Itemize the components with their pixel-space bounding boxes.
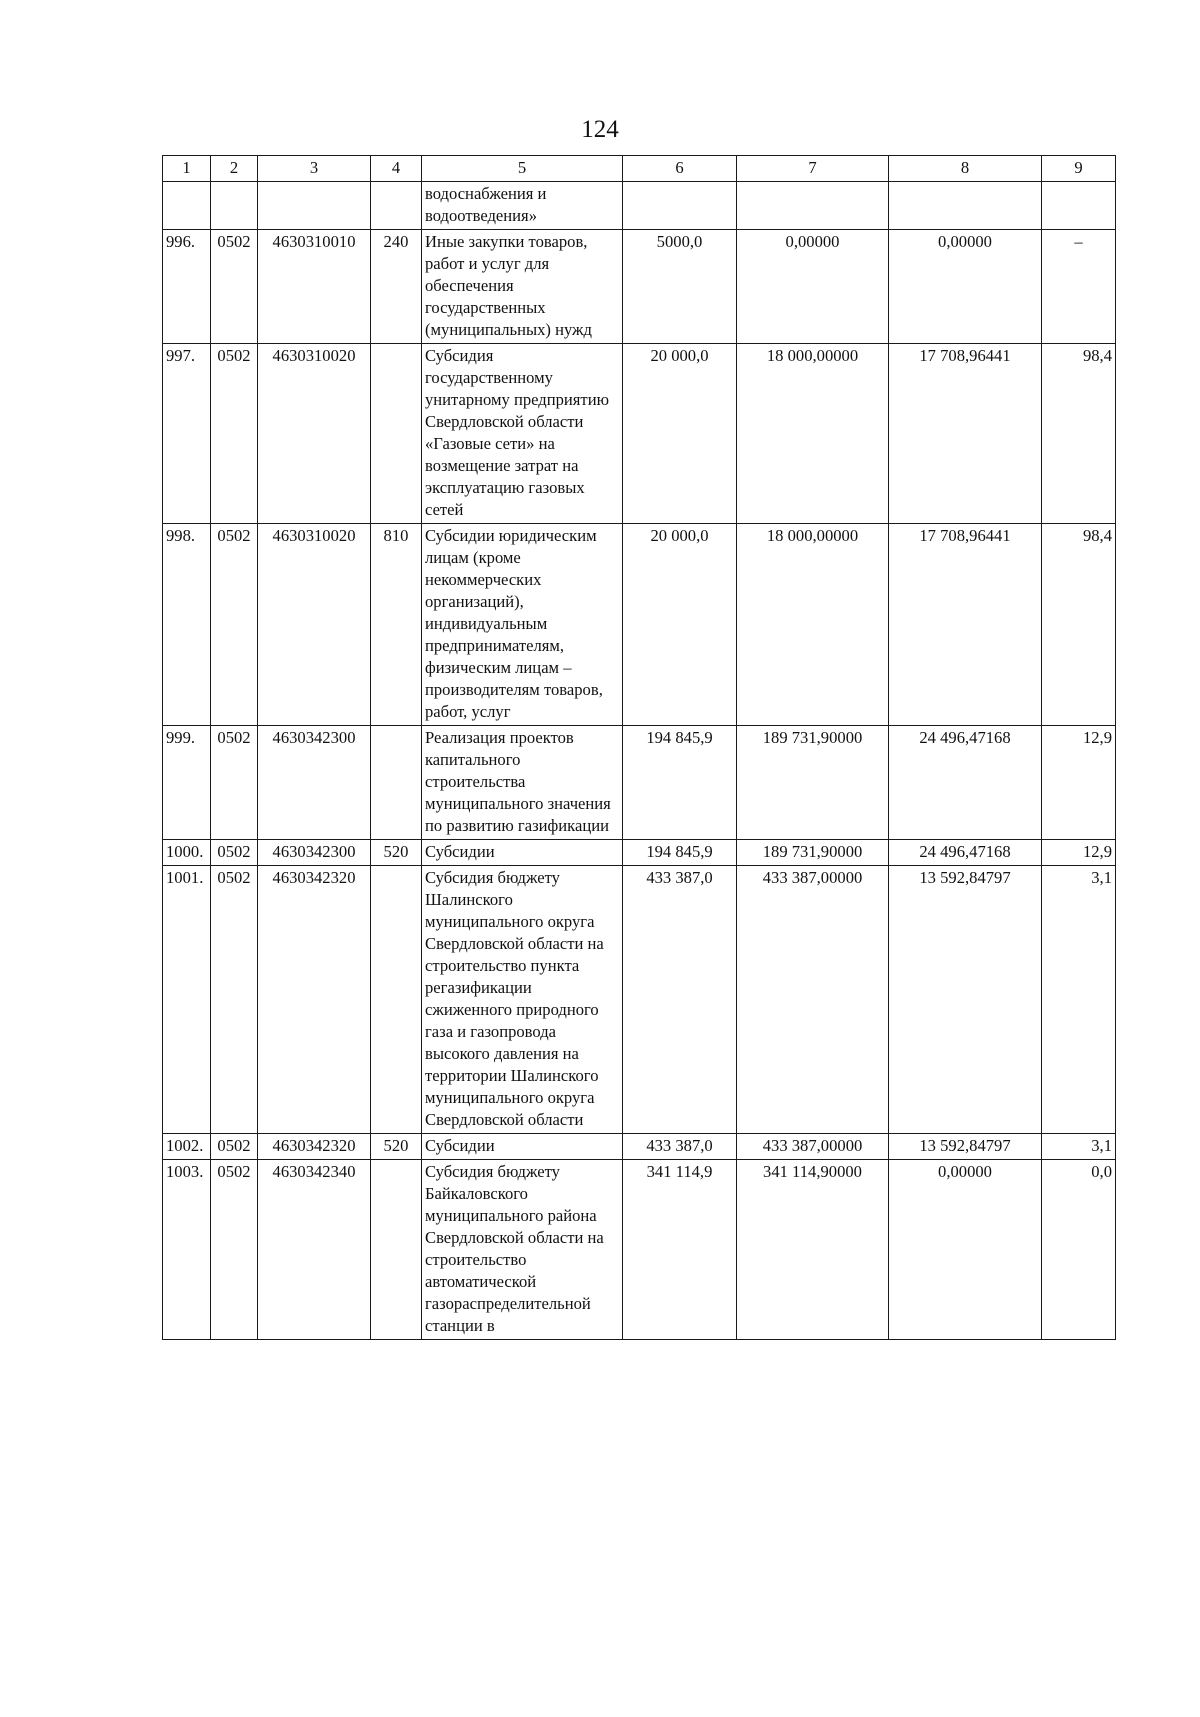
table-row — [163, 840, 1116, 866]
row-number: 997. — [163, 344, 211, 524]
expense-type-code — [371, 726, 422, 840]
expense-type-code — [371, 866, 422, 1134]
value-col-9: 98,4 — [1042, 524, 1116, 726]
item-name: Реализация проектов капитального строительства муниципального значения по развитию газификации — [422, 726, 623, 840]
value-col-8: 24 496,47168 — [889, 726, 1042, 840]
expense-type-code: 810 — [371, 524, 422, 726]
value-col-7: 18 000,00000 — [737, 524, 889, 726]
table-row — [163, 524, 1116, 726]
page-number: 124 — [581, 116, 619, 143]
item-name: Субсидии юридическим лицам (кроме некоммерческих организаций), индивидуальным предпринимателям, физическим лицам – производителям товаров, работ, услуг — [422, 524, 623, 726]
row-number: 998. — [163, 524, 211, 726]
value-col-7: 18 000,00000 — [737, 344, 889, 524]
value-col-6: 20 000,0 — [623, 344, 737, 524]
item-name: Субсидия бюджету Шалинского муниципального округа Свердловской области на строительство пункта регазификации сжиженного природного газа и газопровода высокого давления на территории Шалинского муниципального округа Свердловской области — [422, 866, 623, 1134]
table-row — [163, 1160, 1116, 1340]
value-col-9: 3,1 — [1042, 1134, 1116, 1160]
item-name: Иные закупки товаров, работ и услуг для обеспечения государственных (муниципальных) нужд — [422, 230, 623, 344]
row-number: 999. — [163, 726, 211, 840]
value-col-9 — [1042, 182, 1116, 230]
item-name: Субсидии — [422, 1134, 623, 1160]
value-col-8: 13 592,84797 — [889, 866, 1042, 1134]
value-col-6: 433 387,0 — [623, 866, 737, 1134]
header-row — [163, 156, 1116, 182]
row-number: 996. — [163, 230, 211, 344]
header-cell: 5 — [422, 156, 623, 182]
row-number: 1002. — [163, 1134, 211, 1160]
value-col-6: 433 387,0 — [623, 1134, 737, 1160]
value-col-9: 98,4 — [1042, 344, 1116, 524]
value-col-7: 0,00000 — [737, 230, 889, 344]
value-col-6: 5000,0 — [623, 230, 737, 344]
item-name: Субсидия государственному унитарному предприятию Свердловской области «Газовые сети» на возмещение затрат на эксплуатацию газовых сетей — [422, 344, 623, 524]
row-number — [163, 182, 211, 230]
expense-type-code: 520 — [371, 1134, 422, 1160]
section-code: 0502 — [211, 1160, 258, 1340]
value-col-7: 189 731,90000 — [737, 726, 889, 840]
header-cell: 3 — [258, 156, 371, 182]
section-code: 0502 — [211, 866, 258, 1134]
value-col-8: 17 708,96441 — [889, 524, 1042, 726]
target-article-code: 4630342340 — [258, 1160, 371, 1340]
value-col-7: 433 387,00000 — [737, 1134, 889, 1160]
value-col-8: 13 592,84797 — [889, 1134, 1042, 1160]
value-col-9: 0,0 — [1042, 1160, 1116, 1340]
table-row — [163, 182, 1116, 230]
value-col-8: 0,00000 — [889, 1160, 1042, 1340]
expense-type-code: 240 — [371, 230, 422, 344]
target-article-code: 4630342320 — [258, 866, 371, 1134]
table-row — [163, 230, 1116, 344]
row-number: 1001. — [163, 866, 211, 1134]
target-article-code: 4630342320 — [258, 1134, 371, 1160]
value-col-6: 341 114,9 — [623, 1160, 737, 1340]
value-col-8: 24 496,47168 — [889, 840, 1042, 866]
row-number: 1003. — [163, 1160, 211, 1340]
value-col-9: 3,1 — [1042, 866, 1116, 1134]
section-code: 0502 — [211, 344, 258, 524]
target-article-code: 4630310010 — [258, 230, 371, 344]
section-code: 0502 — [211, 230, 258, 344]
section-code: 0502 — [211, 840, 258, 866]
expense-type-code: 520 — [371, 840, 422, 866]
header-cell: 2 — [211, 156, 258, 182]
header-cell: 9 — [1042, 156, 1116, 182]
budget-table — [162, 155, 1116, 1340]
item-name: Субсидии — [422, 840, 623, 866]
table-row — [163, 866, 1116, 1134]
value-col-9: 12,9 — [1042, 726, 1116, 840]
target-article-code: 4630310020 — [258, 344, 371, 524]
target-article-code: 4630342300 — [258, 726, 371, 840]
item-name: водоснабжения и водоотведения» — [422, 182, 623, 230]
target-article-code: 4630310020 — [258, 524, 371, 726]
value-col-9: – — [1042, 230, 1116, 344]
header-cell: 1 — [163, 156, 211, 182]
table-row — [163, 344, 1116, 524]
target-article-code — [258, 182, 371, 230]
value-col-7: 341 114,90000 — [737, 1160, 889, 1340]
target-article-code: 4630342300 — [258, 840, 371, 866]
item-name: Субсидия бюджету Байкаловского муниципального района Свердловской области на строительство автоматической газораспределительной станции в — [422, 1160, 623, 1340]
value-col-7: 433 387,00000 — [737, 866, 889, 1134]
expense-type-code — [371, 1160, 422, 1340]
section-code: 0502 — [211, 524, 258, 726]
row-number: 1000. — [163, 840, 211, 866]
value-col-6: 194 845,9 — [623, 840, 737, 866]
expense-type-code — [371, 182, 422, 230]
value-col-8: 17 708,96441 — [889, 344, 1042, 524]
value-col-8: 0,00000 — [889, 230, 1042, 344]
value-col-6 — [623, 182, 737, 230]
value-col-6: 194 845,9 — [623, 726, 737, 840]
expense-type-code — [371, 344, 422, 524]
value-col-7 — [737, 182, 889, 230]
section-code: 0502 — [211, 726, 258, 840]
header-cell: 6 — [623, 156, 737, 182]
header-cell: 8 — [889, 156, 1042, 182]
value-col-8 — [889, 182, 1042, 230]
value-col-6: 20 000,0 — [623, 524, 737, 726]
value-col-9: 12,9 — [1042, 840, 1116, 866]
header-cell: 7 — [737, 156, 889, 182]
value-col-7: 189 731,90000 — [737, 840, 889, 866]
table-row — [163, 1134, 1116, 1160]
section-code — [211, 182, 258, 230]
section-code: 0502 — [211, 1134, 258, 1160]
table-row — [163, 726, 1116, 840]
header-cell: 4 — [371, 156, 422, 182]
